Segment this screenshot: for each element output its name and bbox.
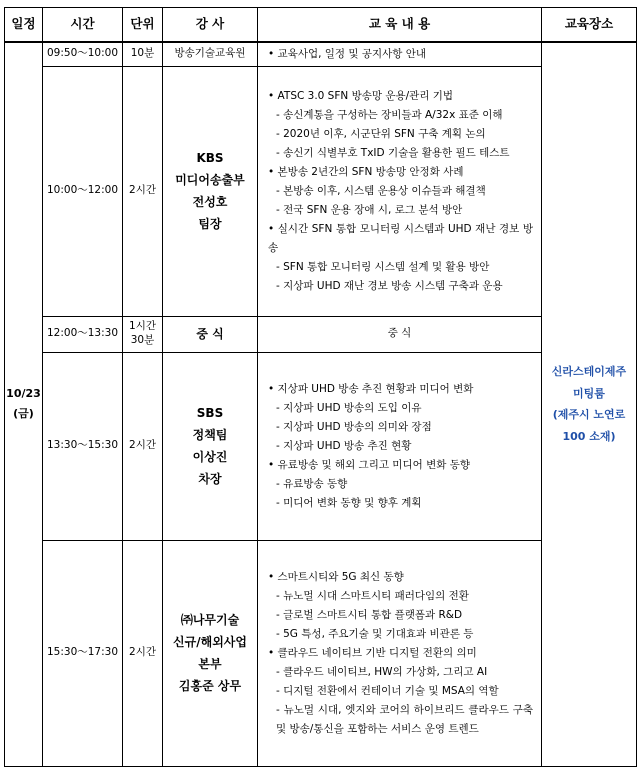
schedule-table — [4, 7, 637, 767]
unit-cell: 2시간 — [123, 352, 163, 540]
content-bullet: • 유료방송 및 해외 그리고 미디어 변화 동향 — [268, 458, 470, 471]
content-subitem: - 유료방송 동향 — [276, 477, 348, 490]
header-venue: 교육장소 — [542, 8, 637, 43]
session-row — [5, 42, 637, 66]
content-subitem: - 본방송 이후, 시스템 운용상 이슈들과 해결책 — [276, 184, 486, 197]
content-subitem: - 지상파 UHD 방송의 의미와 장점 — [276, 420, 432, 433]
lecturer-name: 전성호 — [192, 195, 228, 209]
content-subitem: - 클라우드 네이티브, HW의 가상화, 그리고 AI — [276, 665, 488, 678]
venue-cell — [542, 42, 637, 766]
time-cell: 10:00～12:00 — [43, 66, 123, 316]
content-cell — [258, 42, 542, 66]
content-bullet: • ATSC 3.0 SFN 방송망 운용/관리 기법 — [268, 89, 454, 102]
unit-cell: 2시간 — [123, 540, 163, 766]
content-subitem: - 지상파 UHD 방송 추진 현황 — [276, 439, 412, 452]
content-subitem: - 뉴노멀 시대 스마트시티 패러다임의 전환 — [276, 589, 469, 602]
unit-cell: 2시간 — [123, 66, 163, 316]
time-cell: 13:30～15:30 — [43, 352, 123, 540]
lecturer-org: ㈜나무기술 — [180, 612, 240, 627]
lecturer-dept: 신규/해외사업 — [173, 634, 247, 649]
content-cell — [258, 352, 542, 540]
content-bullet: • 스마트시티와 5G 최신 동향 — [268, 570, 404, 583]
content-cell: 중 식 — [258, 316, 542, 352]
header-date: 일정 — [5, 8, 43, 43]
lecturer-cell: 방송기술교육원 — [163, 42, 258, 66]
content-bullet: • 본방송 2년간의 SFN 방송망 안정화 사례 — [268, 165, 464, 178]
time-cell: 09:50～10:00 — [43, 42, 123, 66]
lecturer-cell — [163, 66, 258, 316]
content-cell — [258, 540, 542, 766]
header-time: 시간 — [43, 8, 123, 43]
venue-address-cont: 100 소재) — [562, 429, 616, 443]
content-subitem: - 지상파 UHD 방송의 도입 이유 — [276, 401, 422, 414]
venue-room: 미팅룸 — [573, 386, 605, 400]
content-subitem: - 미디어 변화 동향 및 향후 계획 — [276, 496, 422, 509]
content-subitem: - 송신기 식별부호 TxID 기술을 활용한 필드 테스트 — [276, 146, 510, 159]
content-subitem: - 5G 특성, 주요기술 및 기대효과 비관론 등 — [276, 627, 474, 640]
unit-cell — [123, 316, 163, 352]
lecturer-dept-cont: 본부 — [198, 657, 222, 671]
lecturer-title: 차장 — [198, 472, 222, 487]
content-subitem: - 전국 SFN 운용 장애 시, 로그 분석 방안 — [276, 203, 463, 216]
content-subitem: - 디지털 전환에서 컨테이너 기술 및 MSA의 역할 — [276, 684, 499, 697]
lecturer-dept: 미디어송출부 — [175, 172, 245, 187]
content-subitem: - SFN 통합 모니터링 시스템 설계 및 활용 방안 — [276, 260, 490, 273]
lecturer-title: 팀장 — [198, 217, 222, 232]
unit-cell: 10분 — [123, 42, 163, 66]
date-weekday: (금) — [13, 407, 34, 421]
content-bullet: • 교육사업, 일정 및 공지사항 안내 — [268, 47, 427, 60]
lecturer-org: SBS — [196, 405, 224, 420]
unit-minutes: 30분 — [130, 334, 155, 346]
header-lecturer: 강 사 — [163, 8, 258, 43]
time-cell: 15:30～17:30 — [43, 540, 123, 766]
content-subitem: - 송신계통을 구성하는 장비들과 A/32x 표준 이해 — [276, 108, 503, 121]
content-subitem: - 글로벌 스마트시티 통합 플랫폼과 R&D — [276, 608, 463, 621]
lecturer-org: KBS — [196, 150, 224, 165]
header-unit: 단위 — [123, 8, 163, 43]
lecturer-name: 김홍준 상무 — [178, 679, 242, 694]
header-row — [5, 8, 637, 43]
content-cell — [258, 66, 542, 316]
lecturer-name: 이상진 — [192, 450, 228, 464]
venue-name: 신라스테이제주 — [551, 365, 627, 379]
lecturer-cell — [163, 540, 258, 766]
date-cell — [5, 42, 43, 766]
schedule-document — [4, 7, 636, 767]
unit-hours: 1시간 — [129, 320, 156, 333]
lecturer-cell: 중 식 — [163, 316, 258, 352]
content-subitem: - 2020년 이후, 시군단위 SFN 구축 계획 논의 — [276, 127, 486, 140]
date-line: 10/23 — [6, 387, 41, 401]
lecturer-dept: 정책팀 — [192, 427, 228, 442]
time-cell: 12:00～13:30 — [43, 316, 123, 352]
content-bullet: • 클라우드 네이티브 기반 디지털 전환의 의미 — [268, 646, 477, 659]
lecturer-cell — [163, 352, 258, 540]
content-bullet: • 실시간 SFN 통합 모니터링 시스템과 UHD 재난 경보 방송 — [268, 222, 533, 254]
content-bullet: • 지상파 UHD 방송 추진 현황과 미디어 변화 — [268, 382, 474, 395]
content-subitem: - 지상파 UHD 재난 경보 방송 시스템 구축과 운용 — [276, 279, 503, 292]
header-content: 교 육 내 용 — [258, 8, 542, 43]
venue-address: (제주시 노연로 — [552, 408, 626, 422]
content-subitem: - 뉴노멀 시대, 엣지와 코어의 하이브리드 클라우드 구축 및 방송/통신을 포함하는 서비스 운영 트렌드 — [276, 703, 533, 735]
